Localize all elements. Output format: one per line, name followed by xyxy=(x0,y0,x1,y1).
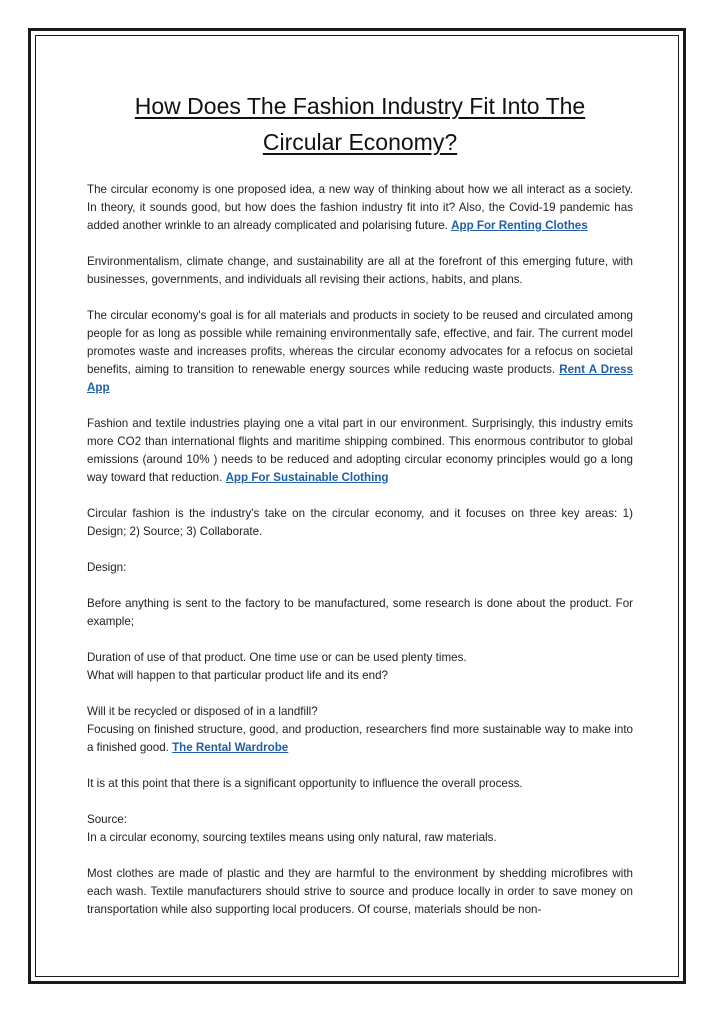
link-rent-a-dress-app[interactable]: Rent A Dress App xyxy=(87,363,633,394)
heading-source: Source: xyxy=(87,813,127,826)
paragraph-fashion-textile-text: Fashion and textile industries playing one a vital part in our environment. Surprisingly, this industry emits more CO2 than international flights and maritime shipping combined. This enormous contributor to global emissions (around 10% ) needs to be reduced and adopting circular economy principles would go a long way toward that reduction. xyxy=(87,417,633,484)
link-the-rental-wardrobe[interactable]: The Rental Wardrobe xyxy=(172,741,289,754)
title-line-1: How Does The Fashion Industry Fit Into The xyxy=(134,93,586,119)
link-app-for-sustainable-clothing[interactable]: App For Sustainable Clothing xyxy=(225,471,389,484)
product-life-line: What will happen to that particular product life and its end? xyxy=(87,669,388,682)
duration-line: Duration of use of that product. One time use or can be used plenty times. xyxy=(87,651,467,664)
paragraph-recycled xyxy=(87,703,633,757)
paragraph-intro-text: The circular economy is one proposed idea, a new way of thinking about how we all interact as a society. In theory, it sounds good, but how does the fashion industry fit into it? Also, the Covid-19 pandemic has added another wrinkle to an already complicated and polarising future. xyxy=(87,183,633,232)
document-title xyxy=(87,88,633,160)
heading-design: Design: xyxy=(87,561,127,574)
source-line: In a circular economy, sourcing textiles means using only natural, raw materials. xyxy=(87,831,497,844)
paragraph-circular-goal xyxy=(87,307,633,397)
paragraph-fashion-textile xyxy=(87,415,633,487)
paragraph-intro xyxy=(87,181,633,235)
link-app-for-renting-clothes[interactable]: App For Renting Clothes xyxy=(451,219,588,232)
paragraph-duration xyxy=(87,649,633,685)
recycled-line: Will it be recycled or disposed of in a landfill? xyxy=(87,705,318,718)
paragraph-recycled-text: Focusing on finished structure, good, and production, researchers find more sustainable way to make into a finished good. xyxy=(87,723,633,754)
paragraph-research: Before anything is sent to the factory to be manufactured, some research is done about the product. For example; xyxy=(87,597,633,628)
paragraph-source xyxy=(87,811,633,847)
paragraph-circular-goal-text: The circular economy's goal is for all materials and products in society to be reused and circulated among people for as long as possible while remaining environmentally safe, effective, and fair. The current model promotes waste and increases profits, whereas the circular economy advocates for a refocus on societal benefits, aiming to transition to renewable energy sources while reducing waste products. xyxy=(87,309,633,376)
document-body xyxy=(87,88,633,919)
paragraph-circular-fashion: Circular fashion is the industry's take on the circular economy, and it focuses on three key areas: 1) Design; 2) Source; 3) Collaborate. xyxy=(87,507,633,538)
paragraph-opportunity: It is at this point that there is a significant opportunity to influence the overall process. xyxy=(87,777,523,790)
paragraph-microfibres: Most clothes are made of plastic and they are harmful to the environment by shedding microfibres with each wash. Textile manufacturers should strive to source and produce locally in order to save money on transportation while also supporting local producers. Of course, materials should be non- xyxy=(87,867,633,916)
paragraph-environmentalism: Environmentalism, climate change, and sustainability are all at the forefront of this emerging future, with businesses, governments, and individuals all revising their actions, habits, and plans. xyxy=(87,255,633,286)
title-line-2: Circular Economy? xyxy=(262,129,458,155)
